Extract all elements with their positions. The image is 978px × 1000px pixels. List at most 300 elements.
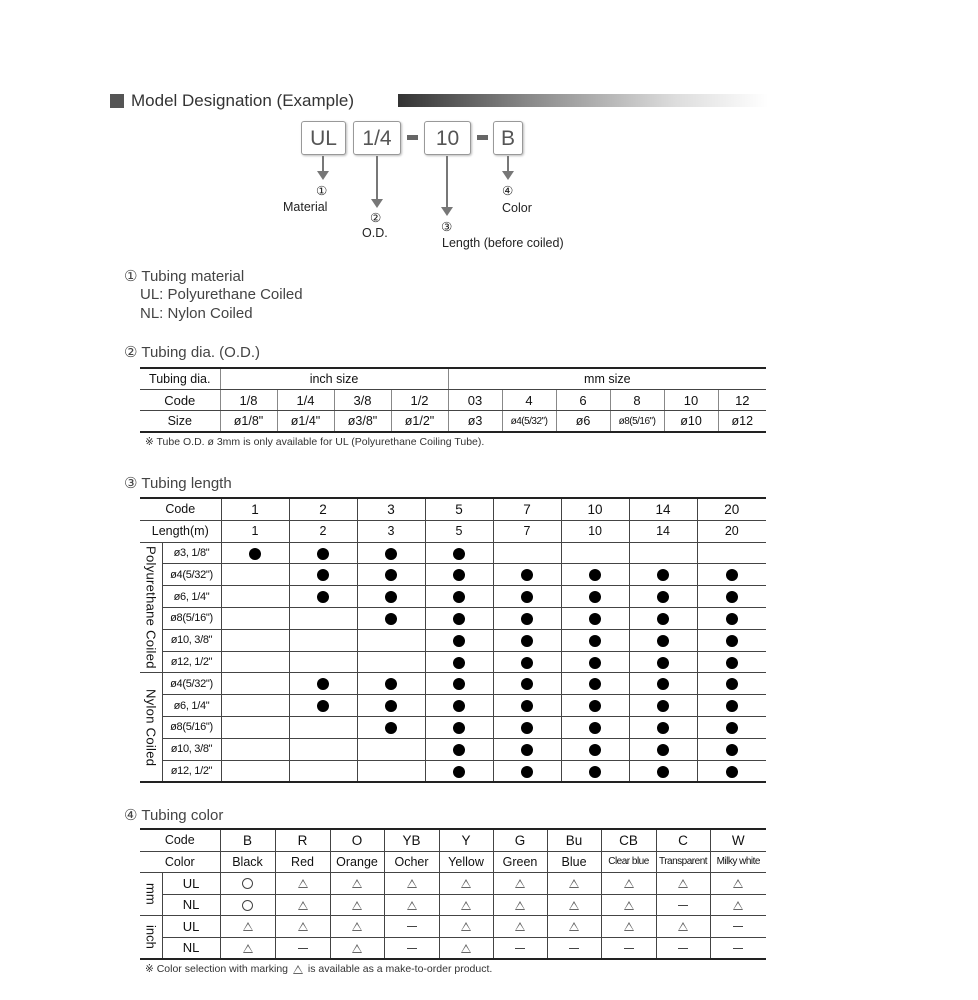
- col-code-cell: C: [656, 829, 710, 851]
- available-dot-icon: [726, 678, 738, 690]
- col-material-cell: NL: [162, 894, 220, 916]
- len-group-label: Polyurethane Coiled: [140, 542, 162, 673]
- col-mark-cell: [439, 916, 493, 938]
- len-length-label: Length(m): [140, 520, 221, 542]
- unavailable-dash-icon: [407, 948, 417, 949]
- available-dot-icon: [317, 569, 329, 581]
- col-mark-cell: [275, 894, 330, 916]
- col-code-cell: Bu: [547, 829, 601, 851]
- col-name-cell: Milky white: [710, 851, 766, 873]
- available-dot-icon: [589, 744, 601, 756]
- len-avail-cell: [357, 651, 425, 673]
- len-avail-cell: [629, 629, 697, 651]
- col-name-cell: Transparent: [656, 851, 710, 873]
- marker-3: ③: [441, 220, 453, 234]
- dia-code-cell: 8: [610, 390, 664, 411]
- col-mark-cell: [220, 894, 275, 916]
- col-mark-cell: [275, 937, 330, 959]
- available-dot-icon: [726, 722, 738, 734]
- col-name-cell: Red: [275, 851, 330, 873]
- len-length-cell: 10: [561, 520, 629, 542]
- col-mark-cell: [493, 937, 547, 959]
- len-avail-cell: [629, 651, 697, 673]
- col-mark-cell: [656, 937, 710, 959]
- len-avail-cell: [357, 673, 425, 695]
- dia-size-cell: ø8(5/16"): [610, 411, 664, 433]
- col-mark-cell: [220, 937, 275, 959]
- available-dot-icon: [385, 548, 397, 560]
- len-avail-cell: [561, 651, 629, 673]
- available-dot-icon: [317, 700, 329, 712]
- table-row: [140, 542, 766, 564]
- dia-code-cell: 10: [664, 390, 718, 411]
- available-dot-icon: [726, 613, 738, 625]
- len-avail-cell: [697, 716, 766, 738]
- len-avail-cell: [357, 607, 425, 629]
- material-line-ul: UL: Polyurethane Coiled: [140, 286, 303, 303]
- make-to-order-triangle-icon: [298, 901, 308, 910]
- len-avail-cell: [697, 542, 766, 564]
- dia-size-cell: ø10: [664, 411, 718, 433]
- make-to-order-triangle-icon: [569, 922, 579, 931]
- len-avail-cell: [357, 738, 425, 760]
- dia-size-cell: ø1/8": [220, 411, 277, 433]
- len-avail-cell: [221, 651, 289, 673]
- len-avail-cell: [561, 738, 629, 760]
- make-to-order-triangle-icon: [298, 922, 308, 931]
- len-avail-cell: [221, 760, 289, 782]
- len-size-cell: ø3, 1/8": [162, 542, 221, 564]
- dia-code-cell: 1/8: [220, 390, 277, 411]
- dia-size-cell: ø4(5/32"): [502, 411, 556, 433]
- len-code-cell: 3: [357, 498, 425, 520]
- len-avail-cell: [289, 564, 357, 586]
- unavailable-dash-icon: [569, 948, 579, 949]
- col-mark-cell: [493, 873, 547, 895]
- len-avail-cell: [629, 564, 697, 586]
- available-dot-icon: [453, 722, 465, 734]
- make-to-order-triangle-icon: [461, 879, 471, 888]
- diameter-table: [140, 367, 766, 433]
- available-dot-icon: [385, 700, 397, 712]
- len-group-label: Nylon Coiled: [140, 673, 162, 782]
- len-size-cell: ø6, 1/4": [162, 695, 221, 717]
- available-dot-icon: [589, 569, 601, 581]
- available-dot-icon: [657, 613, 669, 625]
- standard-circle-icon: [242, 900, 253, 911]
- dia-header-mm: mm size: [448, 368, 766, 390]
- table-row: [140, 651, 766, 673]
- len-avail-cell: [221, 695, 289, 717]
- col-mark-cell: [656, 916, 710, 938]
- available-dot-icon: [657, 569, 669, 581]
- color-note-after: is available as a make-to-order product.: [307, 963, 493, 975]
- len-size-cell: ø12, 1/2": [162, 651, 221, 673]
- len-avail-cell: [629, 716, 697, 738]
- available-dot-icon: [453, 548, 465, 560]
- available-dot-icon: [589, 591, 601, 603]
- heading-square-icon: [110, 94, 124, 108]
- col-mark-cell: [601, 937, 656, 959]
- len-avail-cell: [221, 564, 289, 586]
- available-dot-icon: [521, 569, 533, 581]
- col-mark-cell: [330, 894, 384, 916]
- available-dot-icon: [726, 657, 738, 669]
- len-avail-cell: [493, 760, 561, 782]
- available-dot-icon: [726, 591, 738, 603]
- col-mark-cell: [710, 916, 766, 938]
- available-dot-icon: [453, 569, 465, 581]
- len-avail-cell: [289, 673, 357, 695]
- available-dot-icon: [385, 569, 397, 581]
- triangle-icon: [293, 965, 303, 974]
- len-avail-cell: [357, 716, 425, 738]
- len-avail-cell: [425, 695, 493, 717]
- available-dot-icon: [385, 678, 397, 690]
- marker-2: ②: [370, 211, 382, 225]
- col-color-label: Color: [140, 851, 220, 873]
- make-to-order-triangle-icon: [515, 922, 525, 931]
- available-dot-icon: [589, 657, 601, 669]
- col-code-cell: Y: [439, 829, 493, 851]
- col-mark-cell: [601, 894, 656, 916]
- available-dot-icon: [453, 700, 465, 712]
- col-mark-cell: [493, 894, 547, 916]
- dia-code-label: Code: [140, 390, 220, 411]
- unavailable-dash-icon: [678, 948, 688, 949]
- len-avail-cell: [357, 564, 425, 586]
- standard-circle-icon: [242, 878, 253, 889]
- len-length-cell: 14: [629, 520, 697, 542]
- available-dot-icon: [521, 744, 533, 756]
- col-group-label: inch: [140, 916, 162, 960]
- len-avail-cell: [289, 695, 357, 717]
- table-row: [140, 607, 766, 629]
- unavailable-dash-icon: [733, 948, 743, 949]
- len-code-cell: 20: [697, 498, 766, 520]
- len-avail-cell: [221, 716, 289, 738]
- len-code-cell: 14: [629, 498, 697, 520]
- len-avail-cell: [493, 607, 561, 629]
- len-avail-cell: [289, 542, 357, 564]
- dia-code-cell: 1/2: [391, 390, 448, 411]
- available-dot-icon: [657, 678, 669, 690]
- make-to-order-triangle-icon: [352, 944, 362, 953]
- unavailable-dash-icon: [678, 905, 688, 906]
- unavailable-dash-icon: [407, 926, 417, 927]
- len-avail-cell: [561, 564, 629, 586]
- label-color: Color: [502, 201, 532, 215]
- unavailable-dash-icon: [624, 948, 634, 949]
- dash-separator: [477, 135, 488, 140]
- col-mark-cell: [439, 894, 493, 916]
- table-row: [140, 716, 766, 738]
- make-to-order-triangle-icon: [624, 879, 634, 888]
- col-mark-cell: [656, 873, 710, 895]
- make-to-order-triangle-icon: [407, 879, 417, 888]
- len-avail-cell: [493, 542, 561, 564]
- col-mark-cell: [330, 873, 384, 895]
- len-avail-cell: [425, 629, 493, 651]
- len-avail-cell: [289, 607, 357, 629]
- dia-size-cell: ø1/2": [391, 411, 448, 433]
- available-dot-icon: [521, 766, 533, 778]
- material-title: ① Tubing material: [124, 268, 245, 285]
- len-avail-cell: [221, 607, 289, 629]
- marker-4: ④: [502, 184, 514, 198]
- len-code-label: Code: [140, 498, 221, 520]
- len-avail-cell: [561, 607, 629, 629]
- available-dot-icon: [385, 722, 397, 734]
- col-mark-cell: [493, 916, 547, 938]
- len-avail-cell: [561, 695, 629, 717]
- len-length-cell: 3: [357, 520, 425, 542]
- label-material: Material: [283, 200, 328, 214]
- available-dot-icon: [657, 722, 669, 734]
- available-dot-icon: [521, 635, 533, 647]
- col-code-cell: YB: [384, 829, 439, 851]
- col-mark-cell: [601, 916, 656, 938]
- len-avail-cell: [425, 760, 493, 782]
- unavailable-dash-icon: [515, 948, 525, 949]
- available-dot-icon: [726, 569, 738, 581]
- len-avail-cell: [629, 586, 697, 608]
- available-dot-icon: [521, 591, 533, 603]
- make-to-order-triangle-icon: [298, 879, 308, 888]
- len-size-cell: ø8(5/16"): [162, 716, 221, 738]
- col-name-cell: Blue: [547, 851, 601, 873]
- make-to-order-triangle-icon: [352, 879, 362, 888]
- len-code-cell: 5: [425, 498, 493, 520]
- arrow-down-icon: [446, 156, 448, 208]
- len-avail-cell: [221, 738, 289, 760]
- col-mark-cell: [220, 873, 275, 895]
- dia-code-cell: 6: [556, 390, 610, 411]
- available-dot-icon: [453, 657, 465, 669]
- available-dot-icon: [589, 700, 601, 712]
- len-avail-cell: [357, 629, 425, 651]
- col-mark-cell: [384, 873, 439, 895]
- len-avail-cell: [425, 542, 493, 564]
- col-code-cell: G: [493, 829, 547, 851]
- available-dot-icon: [385, 613, 397, 625]
- make-to-order-triangle-icon: [515, 879, 525, 888]
- len-avail-cell: [697, 760, 766, 782]
- len-avail-cell: [697, 586, 766, 608]
- available-dot-icon: [385, 591, 397, 603]
- available-dot-icon: [726, 700, 738, 712]
- col-mark-cell: [384, 916, 439, 938]
- dia-size-cell: ø12: [718, 411, 766, 433]
- len-size-cell: ø8(5/16"): [162, 607, 221, 629]
- len-avail-cell: [493, 695, 561, 717]
- col-code-label: Code: [140, 829, 220, 851]
- table-row: [140, 873, 766, 895]
- col-name-cell: Green: [493, 851, 547, 873]
- col-name-cell: Ocher: [384, 851, 439, 873]
- table-row: [140, 937, 766, 959]
- col-mark-cell: [220, 916, 275, 938]
- table-row: [140, 760, 766, 782]
- len-avail-cell: [697, 629, 766, 651]
- color-table: [140, 828, 766, 960]
- make-to-order-triangle-icon: [733, 879, 743, 888]
- table-row: [140, 586, 766, 608]
- arrow-down-icon: [376, 156, 378, 200]
- col-mark-cell: [601, 873, 656, 895]
- col-mark-cell: [439, 873, 493, 895]
- len-size-cell: ø10, 3/8": [162, 629, 221, 651]
- len-avail-cell: [289, 586, 357, 608]
- make-to-order-triangle-icon: [733, 901, 743, 910]
- label-length: Length (before coiled): [442, 236, 564, 250]
- len-avail-cell: [561, 586, 629, 608]
- len-avail-cell: [697, 695, 766, 717]
- available-dot-icon: [726, 744, 738, 756]
- col-mark-cell: [384, 937, 439, 959]
- col-mark-cell: [710, 937, 766, 959]
- len-avail-cell: [697, 738, 766, 760]
- dia-header-label: Tubing dia.: [140, 368, 220, 390]
- dash-separator: [407, 135, 418, 140]
- page-title: Model Designation (Example): [131, 91, 354, 110]
- col-material-cell: NL: [162, 937, 220, 959]
- len-avail-cell: [289, 651, 357, 673]
- make-to-order-triangle-icon: [624, 901, 634, 910]
- len-avail-cell: [289, 738, 357, 760]
- len-avail-cell: [425, 738, 493, 760]
- len-size-cell: ø6, 1/4": [162, 586, 221, 608]
- available-dot-icon: [657, 700, 669, 712]
- available-dot-icon: [589, 613, 601, 625]
- table-row: [140, 564, 766, 586]
- available-dot-icon: [453, 744, 465, 756]
- col-mark-cell: [656, 894, 710, 916]
- dia-size-label: Size: [140, 411, 220, 433]
- len-avail-cell: [561, 542, 629, 564]
- len-code-cell: 2: [289, 498, 357, 520]
- make-to-order-triangle-icon: [461, 922, 471, 931]
- col-material-cell: UL: [162, 873, 220, 895]
- code-box-od: 1/4: [353, 121, 401, 155]
- col-mark-cell: [275, 916, 330, 938]
- len-avail-cell: [629, 607, 697, 629]
- table-row: [140, 695, 766, 717]
- col-group-label: mm: [140, 873, 162, 916]
- len-code-cell: 10: [561, 498, 629, 520]
- make-to-order-triangle-icon: [678, 922, 688, 931]
- len-avail-cell: [493, 738, 561, 760]
- dia-size-cell: ø1/4": [277, 411, 334, 433]
- make-to-order-triangle-icon: [461, 944, 471, 953]
- len-length-cell: 2: [289, 520, 357, 542]
- len-avail-cell: [357, 586, 425, 608]
- available-dot-icon: [726, 635, 738, 647]
- available-dot-icon: [589, 722, 601, 734]
- available-dot-icon: [589, 766, 601, 778]
- table-row: [140, 916, 766, 938]
- len-avail-cell: [629, 542, 697, 564]
- available-dot-icon: [521, 722, 533, 734]
- len-avail-cell: [425, 716, 493, 738]
- material-line-nl: NL: Nylon Coiled: [140, 305, 253, 322]
- available-dot-icon: [657, 591, 669, 603]
- available-dot-icon: [249, 548, 261, 560]
- len-avail-cell: [493, 673, 561, 695]
- length-table: [140, 497, 766, 783]
- available-dot-icon: [589, 635, 601, 647]
- available-dot-icon: [317, 678, 329, 690]
- dia-code-cell: 3/8: [334, 390, 391, 411]
- table-row: [140, 738, 766, 760]
- len-avail-cell: [493, 629, 561, 651]
- len-avail-cell: [697, 651, 766, 673]
- make-to-order-triangle-icon: [243, 944, 253, 953]
- table-row: [140, 629, 766, 651]
- available-dot-icon: [726, 766, 738, 778]
- len-length-cell: 7: [493, 520, 561, 542]
- col-code-cell: W: [710, 829, 766, 851]
- dia-size-cell: ø3: [448, 411, 502, 433]
- arrow-down-icon: [507, 156, 509, 172]
- make-to-order-triangle-icon: [569, 901, 579, 910]
- code-box-length: 10: [424, 121, 471, 155]
- len-avail-cell: [697, 607, 766, 629]
- col-code-cell: B: [220, 829, 275, 851]
- marker-1: ①: [316, 184, 328, 198]
- len-avail-cell: [561, 760, 629, 782]
- len-avail-cell: [425, 651, 493, 673]
- len-avail-cell: [221, 629, 289, 651]
- len-avail-cell: [425, 564, 493, 586]
- len-avail-cell: [289, 629, 357, 651]
- make-to-order-triangle-icon: [678, 879, 688, 888]
- available-dot-icon: [521, 678, 533, 690]
- col-mark-cell: [710, 894, 766, 916]
- len-avail-cell: [629, 760, 697, 782]
- len-size-cell: ø10, 3/8": [162, 738, 221, 760]
- len-avail-cell: [697, 564, 766, 586]
- len-avail-cell: [221, 542, 289, 564]
- dia-size-cell: ø6: [556, 411, 610, 433]
- col-code-cell: CB: [601, 829, 656, 851]
- available-dot-icon: [453, 613, 465, 625]
- len-avail-cell: [561, 673, 629, 695]
- color-note: [145, 963, 492, 975]
- len-avail-cell: [425, 673, 493, 695]
- len-size-cell: ø12, 1/2": [162, 760, 221, 782]
- heading-gradient-bar: [398, 94, 768, 107]
- available-dot-icon: [453, 591, 465, 603]
- code-box-material: UL: [301, 121, 346, 155]
- available-dot-icon: [657, 766, 669, 778]
- col-mark-cell: [330, 916, 384, 938]
- col-mark-cell: [547, 916, 601, 938]
- len-avail-cell: [221, 673, 289, 695]
- col-mark-cell: [547, 937, 601, 959]
- col-code-cell: O: [330, 829, 384, 851]
- make-to-order-triangle-icon: [407, 901, 417, 910]
- section-heading: [110, 90, 760, 112]
- available-dot-icon: [657, 744, 669, 756]
- make-to-order-triangle-icon: [515, 901, 525, 910]
- len-avail-cell: [289, 716, 357, 738]
- arrow-down-icon: [322, 156, 324, 172]
- len-avail-cell: [493, 716, 561, 738]
- len-avail-cell: [629, 673, 697, 695]
- dia-code-cell: 4: [502, 390, 556, 411]
- len-length-cell: 1: [221, 520, 289, 542]
